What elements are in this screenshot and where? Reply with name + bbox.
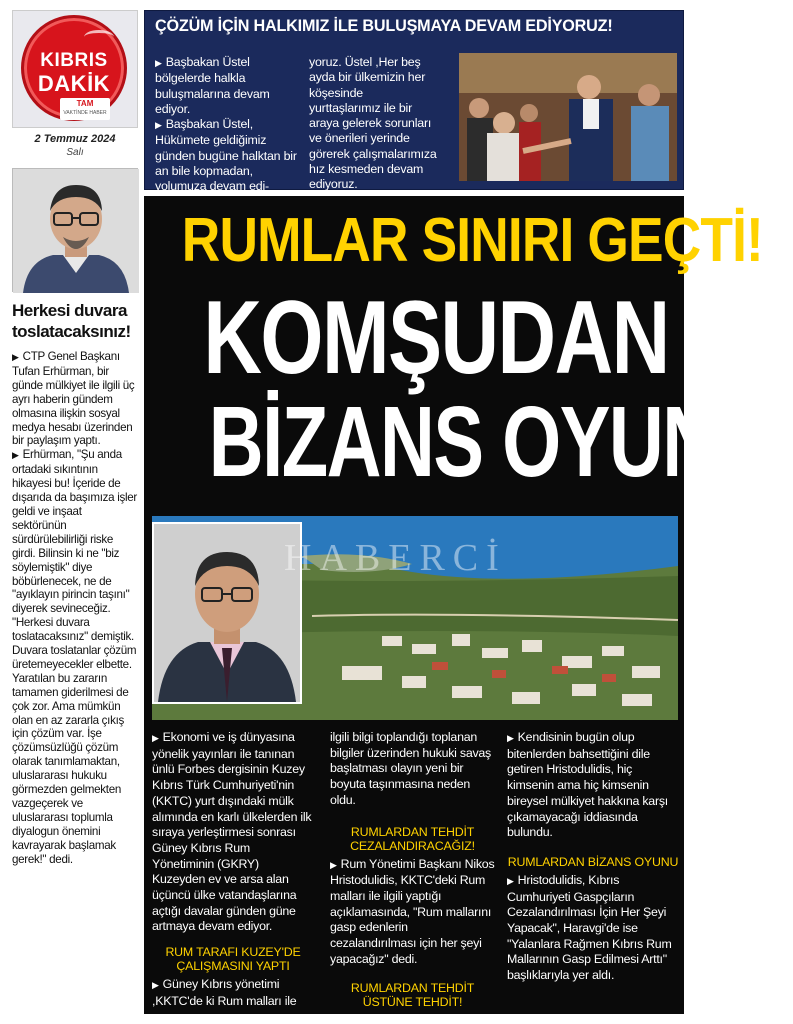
bullet-triangle-icon: ▶ (507, 733, 514, 743)
bullet-triangle-icon: ▶ (152, 980, 159, 991)
masthead-logo-box (12, 10, 138, 128)
article-paragraph: ▶ Güney Kıbrıs yönetimi ,KKTC'de ki Rum malları ile (152, 977, 297, 1008)
left-column (12, 10, 138, 1014)
main-story-block[interactable] (144, 196, 793, 1014)
article-paragraph: ▶ Kendisinin bugün olup bitenlerden bahsettiğini dile getiren Hristodulidis, hiç kimsenin ama hiç kimsenin bireysel mülkiyet hakkına karşı çıkamayacağı iddiasında bulundu. (507, 730, 668, 840)
column-paragraph: ▶ CTP Genel Başkanı Tufan Erhürman, bir günde mülkiyet ile ilgili üç ayrı haberin gündem olmasına ilişkin sosyal medya hesabı üzerinden bir paylaşım yaptı. (12, 350, 135, 448)
bullet-triangle-icon: ▶ (12, 450, 19, 461)
article-subheading: RUMLARDAN TEHDİT ÜSTÜNE TEHDİT! (350, 981, 475, 1010)
logo-tagline (60, 98, 110, 120)
logo-word-bottom: DAKİK (37, 71, 111, 96)
issue-day: Salı (66, 147, 84, 158)
article-subheading: RUMLARDAN TEHDİT CEZALANDIRACAĞIZ! (350, 824, 475, 853)
banner-paragraph: ▶ Başbakan Üstel, Hükümete geldiğimiz günden bugüne halktan bir an bile kopmadan, yolumuza devam edi- (155, 117, 297, 194)
article-column-3 (507, 730, 679, 984)
bullet-triangle-icon: ▶ (330, 859, 337, 870)
politician-portrait-icon (154, 524, 300, 702)
banner-title: ÇÖZÜM İÇİN HALKIMIZ İLE BULUŞMAYA DEVAM EDİYORUZ! (155, 17, 613, 35)
masthead-logo[interactable] (21, 15, 127, 121)
columnist-photo (12, 168, 138, 292)
column-body (12, 350, 138, 867)
article-subheading: RUMLARDAN BİZANS OYUNU (507, 854, 679, 869)
article-subheading: RUM TARAFI KUZEY'DE ÇALIŞMASINI YAPTI (165, 945, 301, 974)
banner-text-col1 (155, 55, 301, 195)
article-paragraph: ilgili bilgi toplandığı toplanan bilgiler üzerinden hukuki savaş başlatması olayın yeni bir boyuta taşınmasına neden oldu. (330, 730, 491, 807)
photo-watermark: HABERCİ (284, 537, 507, 579)
article-column-1 (152, 730, 314, 1010)
crowd-handshake-photo-icon (459, 53, 677, 181)
headline-line-1: KOMŞUDAN (203, 280, 669, 396)
bullet-triangle-icon: ▶ (155, 58, 162, 68)
bullet-triangle-icon: ▶ (155, 120, 162, 131)
top-banner[interactable] (144, 10, 684, 194)
headline-line-2: BİZANS OYUNU! (208, 386, 793, 498)
columnist-portrait-icon (13, 169, 139, 293)
logo-swoosh-icon (84, 30, 114, 44)
article-paragraph: ▶ Rum Yönetimi Başkanı Nikos Hristodulidis, KKTC'deki Rum malları ile ilgili yaptığı açıklamasında, "Rum mallarını gasp edenlerin cezalandırılması için her şeyi yapacağız" dedi. (330, 856, 495, 966)
logo-word-top: KIBRIS (40, 50, 108, 71)
banner-text-col2: yoruz. Üstel ,Her beş ayda bir ülkemizin her köşesinde yurttaşlarımız ile bir araya gelerek sorunları ve önerileri yerinde görerek çalışmalarımıza hız kesmeden devam ediyoruz. (309, 55, 437, 192)
article-paragraph: ▶ Ekonomi ve iş dünyasına yönelik yayınları ile tanınan ünlü Forbes dergisinin Kuzey Kıbrıs Türk Cumhuriyeti'nin (KKTC) yurt dışındaki mülk alımında en karlı ülkelerden ilk sıraya yerleştirmesi sonrası Güney Kıbrıs Rum Yönetiminin (GKRY) Kuzeyden ev ve arsa alan üçüncü ülke vatandaşlarına açtığı davalar günden güne artmaya devam ediyor. (152, 730, 312, 934)
inset-portrait-photo (152, 522, 302, 704)
banner-photo (459, 53, 677, 181)
issue-date: 2 Temmuz 2024 (34, 133, 116, 145)
headline-kicker: RUMLAR SINIRI GEÇTİ! (181, 206, 763, 275)
bullet-triangle-icon: ▶ (152, 733, 159, 743)
bullet-triangle-icon: ▶ (12, 352, 19, 362)
article-column-2 (330, 730, 495, 1013)
column-paragraph: ▶ Erhürman, "Şu anda ortadaki sıkıntının hikayesi bu! İçeride de dışarıda da başımıza işler geldi ve inşaat sektörünün sürdürülebilirliği riske girdi. Bilinsin ki ne "biz söylemiştik" diye böbürlenecek, ne de "ayıklayın pirincin taşını" diyerek sevineceğiz. "Herkesi duvara toslatacaksınız" demiştik. Duvara toslatanlar çözüm üretemeyecekler elbette. Yaratılan bu zararın tamamen giderilmesi de çok zor. Ama mümkün olan en az zararla çıkış için çözüm var. İşe çözümsüzlüğü çözüm olarak tanımlamaktan, uluslararası hukuku görmezden gelmekten vazgeçerek ve uluslararası toplumla diyalogun önemini kavrayarak başlamak gerek!" dedi. (12, 448, 137, 866)
article-paragraph: ▶ Hristodulidis, Kıbrıs Cumhuriyeti Gaspçıların Cezalandırılması İçin Her Şeyi Yapacak", Haravgi'de ise "Yalanlara Rağmen Kıbrıs Rum Mallarının Gasp Edilmesi Arttı" başlıklarıyla yer aldı. (507, 872, 672, 983)
logo-tagline-main: TAM (76, 99, 94, 108)
bullet-triangle-icon: ▶ (507, 875, 514, 886)
banner-paragraph: ▶ Başbakan Üstel bölgelerde halkla buluşmalarına devam ediyor. (155, 55, 270, 116)
logo-tagline-sub: VAKTİNDE HABER (63, 110, 107, 116)
column-title: Herkesi duvara toslatacaksınız! (12, 301, 131, 341)
